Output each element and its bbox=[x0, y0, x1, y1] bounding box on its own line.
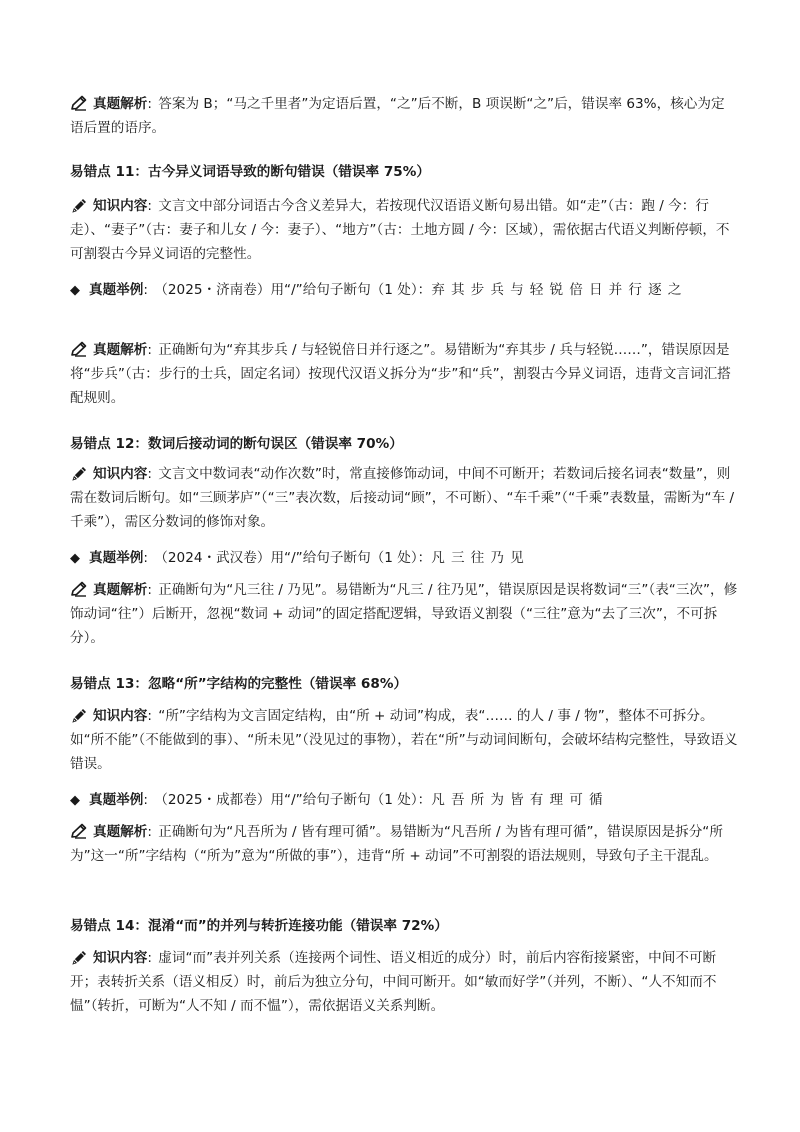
label-separator: : bbox=[147, 582, 152, 598]
example-sentence: 凡吾所为皆有理可循 bbox=[431, 792, 609, 808]
pen-icon bbox=[70, 949, 88, 965]
block-text: 文言文中数词表“动作次数”时，常直接修饰动词，中间不可断开；若数词后接名词表“数量”，则需在数词后断句。如“三顾茅庐”（“三”表次数，后接动词“顾”，不可断）、“车千乘”（“千乘”表数量，需断为“车 / 千乘”），需区分数词的修饰对象。 bbox=[70, 466, 735, 530]
diamond-icon: ◆ bbox=[70, 793, 80, 808]
analysis-block bbox=[70, 92, 738, 140]
section-heading: 易错点 13：忽略“所”字结构的完整性（错误率 68%） bbox=[70, 676, 408, 692]
example-block bbox=[70, 546, 738, 571]
knowledge-block bbox=[70, 704, 738, 776]
block-label: 知识内容 bbox=[93, 950, 148, 966]
knowledge-block bbox=[70, 946, 738, 1018]
label-separator: : bbox=[147, 342, 152, 358]
block-label: 真题解析 bbox=[93, 824, 148, 840]
block-text: 虚词“而”表并列关系（连接两个词性、语义相近的成分）时，前后内容衔接紧密，中间不可断开；表转折关系（语义相反）时，前后为独立分句，中间可断开。如“敏而好学”（并列，不断）、“人不知而不愠”（转折，可断为“人不知 / 而不愠”），需依据语义关系判断。 bbox=[70, 950, 717, 1014]
block-label: 真题举例 bbox=[89, 792, 144, 808]
block-label: 真题解析 bbox=[93, 342, 148, 358]
example-source: （2025・成都卷）用“/”给句子断句（1 处）： bbox=[154, 792, 432, 808]
diamond-icon: ◆ bbox=[70, 551, 80, 566]
pencil-icon bbox=[70, 581, 88, 597]
section-heading: 易错点 12：数词后接动词的断句误区（错误率 70%） bbox=[70, 436, 403, 452]
label-separator: : bbox=[147, 198, 152, 214]
block-label: 真题解析 bbox=[93, 582, 148, 598]
example-block bbox=[70, 788, 738, 813]
block-label: 知识内容 bbox=[93, 708, 148, 724]
block-text: 文言文中部分词语古今含义差异大，若按现代汉语语义断句易出错。如“走”（古：跑 / 今：行走）、“妻子”（古：妻子和儿女 / 今：妻子）、“地方”（古：土地方圆 / 今：区域），需依据古代语义判断停顿，不可割裂古今异义词语的完整性。 bbox=[70, 198, 730, 262]
label-separator: : bbox=[147, 950, 152, 966]
analysis-block bbox=[70, 820, 738, 868]
label-separator: : bbox=[147, 708, 152, 724]
pen-icon bbox=[70, 465, 88, 481]
knowledge-block bbox=[70, 194, 738, 266]
section-heading: 易错点 11：古今异义词语导致的断句错误（错误率 75%） bbox=[70, 164, 430, 180]
block-text: 正确断句为“弃其步兵 / 与轻锐倍日并行逐之”。易错断为“弃其步 / 兵与轻锐……”，错误原因是将“步兵”（古：步行的士兵，固定名词）按现代汉语义拆分为“步”和“兵”，割裂古今异义词语，违背文言词汇搭配规则。 bbox=[70, 342, 731, 406]
label-separator: : bbox=[143, 792, 148, 808]
pen-icon bbox=[70, 707, 88, 723]
block-label: 真题举例 bbox=[89, 282, 144, 298]
label-separator: : bbox=[143, 550, 148, 566]
block-text: “所”字结构为文言固定结构，由“所 + 动词”构成，表“…… 的人 / 事 / 物”，整体不可拆分。如“所不能”（不能做到的事）、“所未见”（没见过的事物），若在“所”与动词间断句，会破坏结构完整性，导致语义错误。 bbox=[70, 708, 738, 772]
pencil-icon bbox=[70, 341, 88, 357]
example-source: （2025・济南卷）用“/”给句子断句（1 处）： bbox=[154, 282, 432, 298]
example-source: （2024・武汉卷）用“/”给句子断句（1 处）： bbox=[154, 550, 432, 566]
section-heading: 易错点 14：混淆“而”的并列与转折连接功能（错误率 72%） bbox=[70, 918, 448, 934]
pencil-icon bbox=[70, 95, 88, 111]
example-block bbox=[70, 278, 738, 303]
block-label: 知识内容 bbox=[93, 466, 148, 482]
example-sentence: 弃其步兵与轻锐倍日并行逐之 bbox=[431, 282, 688, 298]
diamond-icon: ◆ bbox=[70, 283, 80, 298]
block-label: 真题解析 bbox=[93, 96, 148, 112]
pencil-icon bbox=[70, 823, 88, 839]
block-text: 正确断句为“凡吾所为 / 皆有理可循”。易错断为“凡吾所 / 为皆有理可循”，错误原因是拆分“所为”这一“所”字结构（“所为”意为“所做的事”），违背“所 + 动词”不可割裂的语法规则，导致句子主干混乱。 bbox=[70, 824, 723, 864]
label-separator: : bbox=[147, 466, 152, 482]
analysis-block bbox=[70, 578, 738, 650]
block-text: 正确断句为“凡三往 / 乃见”。易错断为“凡三 / 往乃见”，错误原因是误将数词“三”（表“三次”，修饰动词“往”）后断开，忽视“数词 + 动词”的固定搭配逻辑，导致语义割裂（“三往”意为“去了三次”，不可拆分）。 bbox=[70, 582, 738, 646]
block-label: 知识内容 bbox=[93, 198, 148, 214]
label-separator: : bbox=[143, 282, 148, 298]
pen-icon bbox=[70, 197, 88, 213]
label-separator: : bbox=[147, 96, 152, 112]
block-label: 真题举例 bbox=[89, 550, 144, 566]
example-sentence: 凡三往乃见 bbox=[431, 550, 530, 566]
label-separator: : bbox=[147, 824, 152, 840]
block-text: 答案为 B；“马之千里者”为定语后置，“之”后不断，B 项误断“之”后，错误率 63%，核心为定语后置的语序。 bbox=[70, 96, 725, 136]
knowledge-block bbox=[70, 462, 738, 534]
analysis-block bbox=[70, 338, 738, 410]
